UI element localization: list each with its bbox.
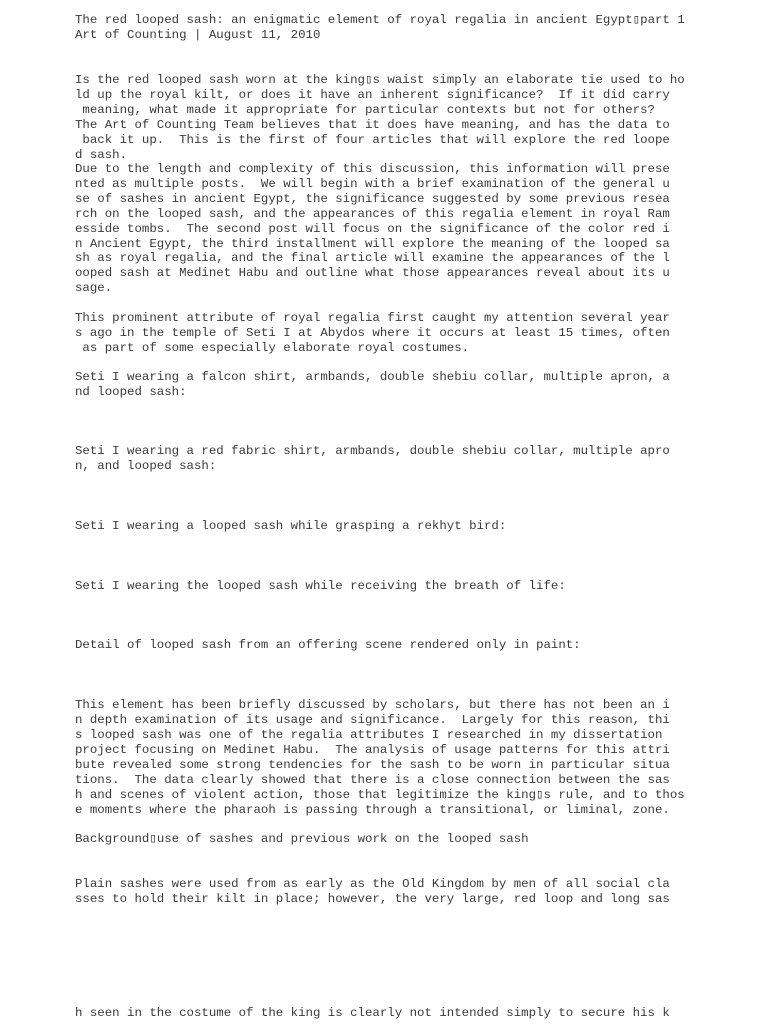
text-line: s ago in the temple of Seti I at Abydos where it occurs at least 15 times, often	[75, 326, 670, 340]
text-line: Is the red looped sash worn at the king▯s waist simply an elaborate tie used to ho	[75, 73, 685, 87]
text-line: n Ancient Egypt, the third installment will explore the meaning of the looped sa	[75, 237, 670, 251]
figure-caption: Detail of looped sash from an offering scene rendered only in paint:	[75, 638, 581, 652]
text-line: project focusing on Medinet Habu. The analysis of usage patterns for this attri	[75, 743, 670, 757]
article-title: The red looped sash: an enigmatic element of royal regalia in ancient Egypt▯part 1	[75, 13, 685, 27]
text-line: se of sashes in ancient Egypt, the significance suggested by some previous resea	[75, 192, 670, 206]
text-line: This prominent attribute of royal regalia first caught my attention several year	[75, 311, 670, 325]
text-line: bute revealed some strong tendencies for the sash to be worn in particular situa	[75, 758, 670, 772]
text-line: Due to the length and complexity of this discussion, this information will prese	[75, 162, 670, 176]
text-line: as part of some especially elaborate royal costumes.	[75, 341, 470, 355]
text-line: tions. The data clearly showed that there is a close connection between the sas	[75, 773, 670, 787]
figure-caption: Seti I wearing a looped sash while grasping a rekhyt bird:	[75, 519, 507, 533]
figure-caption: Seti I wearing a falcon shirt, armbands, double shebiu collar, multiple apron, a	[75, 370, 670, 384]
figure-caption: n, and looped sash:	[75, 459, 217, 473]
text-line: n depth examination of its usage and significance. Largely for this reason, thi	[75, 713, 670, 727]
text-line: sage.	[75, 281, 113, 295]
text-line: rch on the looped sash, and the appearances of this regalia element in royal Ram	[75, 207, 670, 221]
text-line: Plain sashes were used from as early as the Old Kingdom by men of all social cla	[75, 877, 670, 891]
text-line: nted as multiple posts. We will begin with a brief examination of the general u	[75, 177, 670, 191]
text-line: e moments where the pharaoh is passing through a transitional, or liminal, zone.	[75, 803, 670, 817]
text-line: s looped sash was one of the regalia attributes I researched in my dissertation	[75, 728, 663, 742]
figure-caption: Seti I wearing the looped sash while receiving the breath of life:	[75, 579, 566, 593]
text-line: This element has been briefly discussed by scholars, but there has not been an i	[75, 698, 670, 712]
text-line: ooped sash at Medinet Habu and outline what those appearances reveal about its u	[75, 266, 670, 280]
text-line: ld up the royal kilt, or does it have an inherent significance? If it did carry	[75, 88, 670, 102]
text-line: d sash.	[75, 148, 128, 162]
section-heading: Background▯use of sashes and previous work on the looped sash	[75, 832, 529, 846]
article-byline: Art of Counting | August 11, 2010	[75, 28, 321, 42]
text-line: esside tombs. The second post will focus on the significance of the color red i	[75, 222, 670, 236]
figure-caption: nd looped sash:	[75, 385, 187, 399]
text-line: meaning, what made it appropriate for particular contexts but not for others?	[75, 103, 655, 117]
text-line: sses to hold their kilt in place; however, the very large, red loop and long sas	[75, 892, 670, 906]
text-line: sh as royal regalia, and the final article will examine the appearances of the l	[75, 251, 670, 265]
text-line: h seen in the costume of the king is clearly not intended simply to secure his k	[75, 1006, 670, 1020]
text-line: The Art of Counting Team believes that it does have meaning, and has the data to	[75, 118, 670, 132]
figure-caption: Seti I wearing a red fabric shirt, armbands, double shebiu collar, multiple apro	[75, 444, 670, 458]
text-line: h and scenes of violent action, those that legitimize the king▯s rule, and to thos	[75, 788, 685, 802]
text-line: back it up. This is the first of four articles that will explore the red loope	[75, 133, 670, 147]
